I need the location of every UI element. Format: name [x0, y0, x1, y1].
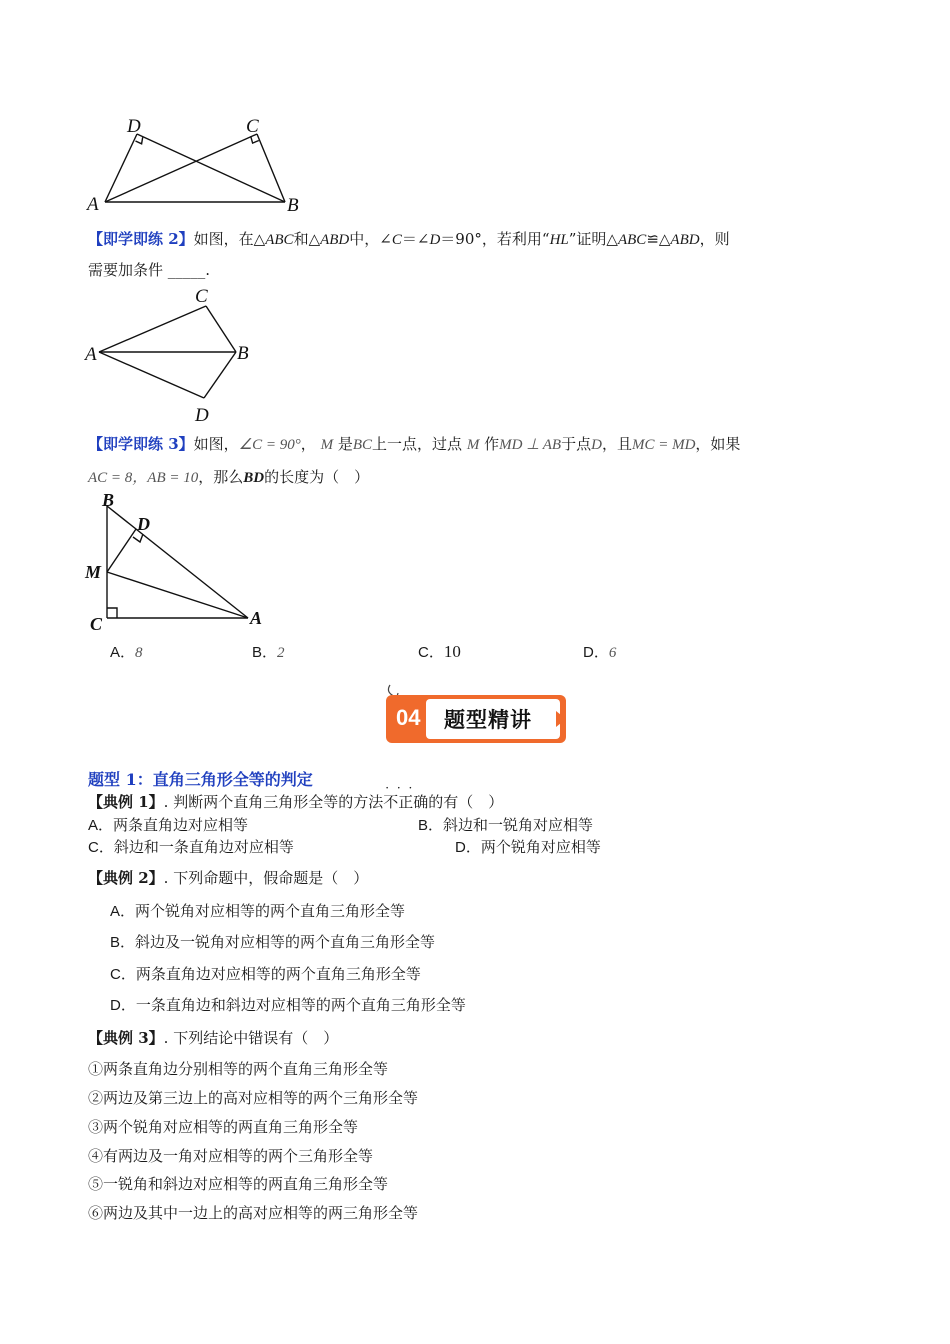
- option-letter: D．: [110, 997, 136, 1014]
- ex3-item: ⑥两边及其中一边上的高对应相等的两三角形全等: [88, 1204, 419, 1222]
- ex3-item: ②两边及第三边上的高对应相等的两个三角形全等: [88, 1089, 419, 1107]
- q2-text: .: [205, 261, 211, 279]
- ex1-option-b[interactable]: [418, 814, 593, 835]
- option-text: 斜边和一条直角边对应相等: [113, 838, 294, 856]
- option-text: 两个锐角对应相等的两个直角三角形全等: [135, 902, 406, 920]
- fig3-label-d: D: [137, 514, 150, 534]
- fig3-label-b: B: [102, 492, 115, 510]
- ex2-text: . 下列命题中，假命题是（ ）: [163, 869, 369, 887]
- fig1-label-b: B: [287, 195, 299, 216]
- ex1-option-d[interactable]: [455, 836, 601, 857]
- option-text: 一条直角边和斜边对应相等的两个直角三角形全等: [135, 996, 466, 1014]
- fig2-label-c: C: [195, 286, 208, 307]
- banner-number: 04: [396, 705, 421, 730]
- fig3-label-a: A: [250, 608, 263, 628]
- ex1-stem: [88, 791, 503, 812]
- ex2-option-c[interactable]: [110, 963, 421, 984]
- q2-line1: [88, 228, 730, 249]
- q2-c: C: [391, 232, 402, 248]
- q2-text: ＝∠: [401, 230, 430, 248]
- option-letter: D．: [583, 644, 609, 661]
- q2-text: 需要加条件: [88, 261, 164, 279]
- ex1-option-a[interactable]: [88, 814, 248, 835]
- q2-line2: [88, 259, 210, 280]
- q3-text: 是: [337, 435, 353, 453]
- fig1-label-a: A: [87, 194, 99, 215]
- q2-text: ≌△: [646, 230, 671, 248]
- q3-mcmd: MC = MD: [631, 437, 696, 453]
- fig2-label-b: B: [237, 343, 249, 364]
- q2-hl: HL: [549, 232, 569, 248]
- option-letter: C．: [110, 966, 136, 983]
- ex3-item: ④有两边及一角对应相等的两个三角形全等: [88, 1147, 374, 1165]
- ex2-option-d[interactable]: [110, 994, 466, 1015]
- ex2-tag: 【典例 2】: [88, 869, 164, 887]
- ex2-option-b[interactable]: [110, 931, 435, 952]
- q3-perp: MD ⊥ AB: [499, 437, 562, 453]
- option-value: 8: [135, 645, 143, 661]
- q2-text: ，则: [699, 230, 730, 248]
- option-letter: A．: [110, 903, 136, 920]
- q3-bd: BD: [243, 470, 265, 486]
- q3-option-a[interactable]: [110, 641, 143, 662]
- q2-blank: _____: [167, 261, 206, 279]
- q3-bc: BC: [352, 437, 373, 453]
- ex1-tag: 【典例 1】: [88, 793, 164, 811]
- option-text: 斜边及一锐角对应相等的两个直角三角形全等: [135, 933, 436, 951]
- ex3-text: . 下列结论中错误有（ ）: [163, 1029, 339, 1047]
- ex2-stem: [88, 867, 368, 888]
- q3-text: 如图，: [193, 435, 239, 453]
- q2-abd: ABD: [670, 232, 700, 248]
- q3-text: 作: [484, 435, 500, 453]
- ex1-emphasis: · · · 不正确: [383, 793, 428, 811]
- option-text: 斜边和一锐角对应相等: [443, 816, 594, 834]
- q2-abc: ABC: [265, 232, 294, 248]
- q3-text: ，: [300, 435, 316, 453]
- q3-m: M: [320, 437, 334, 453]
- option-text: 两条直角边对应相等的两个直角三角形全等: [135, 965, 421, 983]
- q3-angle: ∠C = 90°: [238, 437, 301, 453]
- ex3-stem: [88, 1027, 338, 1048]
- figure-1: [85, 112, 315, 217]
- ex2-option-a[interactable]: [110, 900, 405, 921]
- q3-option-d[interactable]: [583, 641, 616, 662]
- q3-text: 的长度为（ ）: [264, 468, 370, 486]
- fig1-label-c: C: [246, 116, 259, 137]
- q3-line1: [88, 433, 740, 454]
- fig3-label-c: C: [90, 614, 103, 634]
- fig2-label-d: D: [195, 405, 209, 426]
- ex3-tag: 【典例 3】: [88, 1029, 164, 1047]
- q2-text: ”证明△: [568, 230, 618, 248]
- q2-text: 和△: [293, 230, 321, 248]
- q2-text: 中，∠: [349, 230, 392, 248]
- q3-m: M: [466, 437, 480, 453]
- option-value: 10: [443, 642, 461, 661]
- figure-3: [82, 492, 272, 637]
- q3-given: AC = 8，AB = 10: [88, 470, 199, 486]
- banner-title: 题型精讲: [444, 708, 532, 732]
- q3-text: ，如果: [695, 435, 741, 453]
- option-letter: B．: [252, 644, 278, 661]
- q2-text: ＝90°，若利用“: [440, 230, 550, 248]
- q3-d: D: [591, 437, 602, 453]
- ex3-item: ①两条直角边分别相等的两个直角三角形全等: [88, 1060, 389, 1078]
- q2-abd: ABD: [320, 232, 350, 248]
- figure-2: [82, 282, 262, 427]
- section-banner: [384, 681, 570, 747]
- option-text: 两个锐角对应相等: [480, 838, 601, 856]
- ex1-text: . 判断两个直角三角形全等的方法: [163, 793, 384, 811]
- option-letter: D．: [455, 839, 481, 856]
- q2-tag: 【即学即练 2】: [88, 230, 194, 248]
- q3-option-c[interactable]: [418, 641, 461, 662]
- ex1-text: 的有（ ）: [428, 793, 504, 811]
- ex3-item: ⑤一锐角和斜边对应相等的两直角三角形全等: [88, 1175, 389, 1193]
- option-letter: B．: [110, 934, 136, 951]
- option-letter: A．: [110, 644, 136, 661]
- fig3-label-m: M: [85, 562, 102, 582]
- q3-text: 于点: [561, 435, 592, 453]
- option-text: 两条直角边对应相等: [113, 816, 249, 834]
- option-letter: B．: [418, 817, 444, 834]
- q3-text: 上一点，过点: [372, 435, 463, 453]
- q2-d: D: [429, 232, 441, 248]
- option-value: 2: [277, 645, 285, 661]
- option-letter: A．: [88, 817, 114, 834]
- q3-line2: [88, 466, 369, 487]
- option-value: 6: [608, 645, 617, 661]
- q3-tag: 【即学即练 3】: [88, 435, 194, 453]
- fig1-label-d: D: [127, 116, 141, 137]
- option-letter: C．: [88, 839, 114, 856]
- ex1-option-c[interactable]: [88, 836, 294, 857]
- q3-text: ，且: [601, 435, 632, 453]
- q2-text: 如图，在△: [193, 230, 266, 248]
- section-title: 题型 1：直角三角形全等的判定: [88, 770, 313, 789]
- option-letter: C．: [418, 644, 444, 661]
- q3-option-b[interactable]: [252, 641, 285, 662]
- q2-abc: ABC: [617, 232, 647, 248]
- q3-text: ，那么: [198, 468, 244, 486]
- fig2-label-a: A: [85, 344, 97, 365]
- ex3-item: ③两个锐角对应相等的两直角三角形全等: [88, 1118, 359, 1136]
